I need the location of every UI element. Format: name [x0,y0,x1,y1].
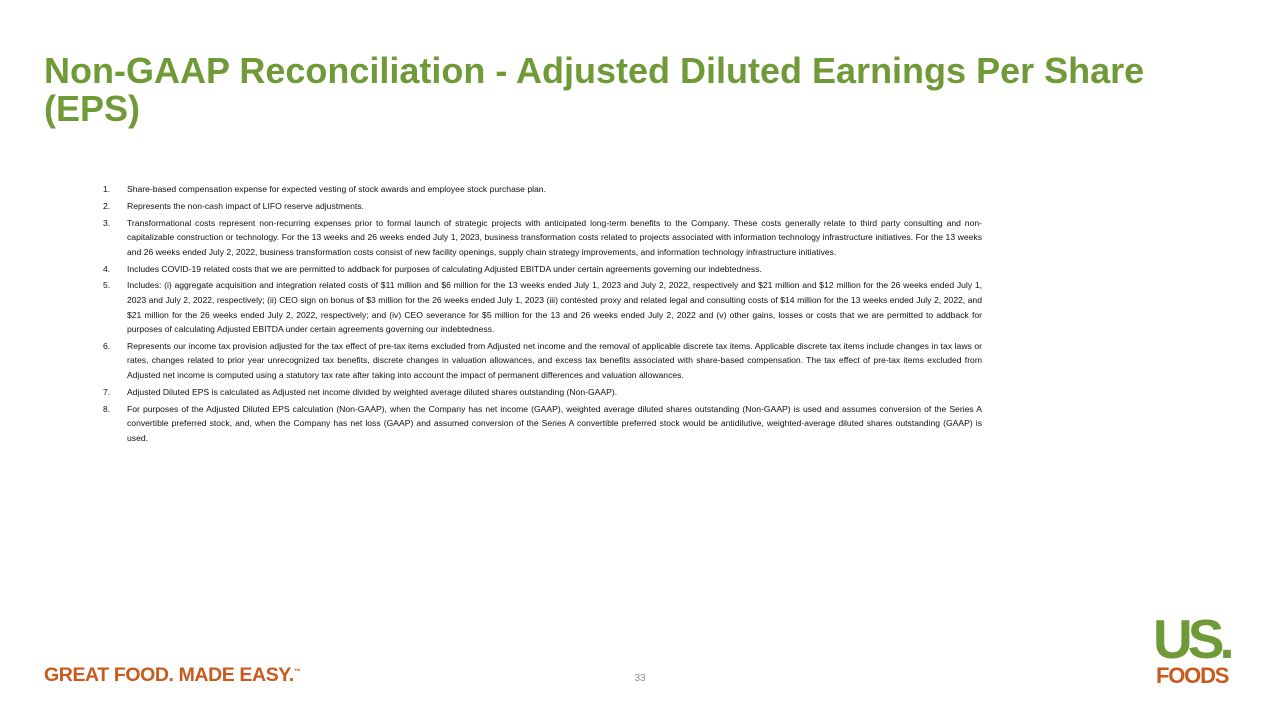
page-title: Non-GAAP Reconciliation - Adjusted Diluted Earnings Per Share (EPS) [44,50,1145,129]
footnote-number: 2. [103,200,111,211]
footnote-item [98,385,982,400]
footnote-item [98,402,982,446]
footnote-text: Includes COVID-19 related costs that we are permitted to addback for purposes of calculating Adjusted EBITDA under certain agreements governing our indebtedness. [127,263,762,274]
tagline-text: GREAT FOOD. MADE EASY. [44,664,294,686]
footnote-text: Adjusted Diluted EPS is calculated as Adjusted net income divided by weighted average diluted shares outstanding (Non-GAAP). [127,386,618,397]
footnote-item [98,216,982,260]
brand-tagline [44,664,301,687]
page-number: 33 [634,673,646,684]
logo-us-text: US. [1153,608,1230,670]
footnote-text: Share-based compensation expense for expected vesting of stock awards and employee stock purchase plan. [127,184,546,194]
footnote-text: Represents our income tax provision adjusted for the tax effect of pre-tax items excluded from Adjusted net income and the removal of applicable discrete tax items. Applicable discrete tax items include changes in tax laws or rates, changes related to prior year unrecognized tax benefits, discrete changes in valuation allowances, and excess tax benefits associated with share-based compensation. The tax effect of pre-tax items excluded from Adjusted net income is computed using a statutory tax rate after taking into account the impact of permanent differences and valuation allowances. [127,340,982,381]
footnote-item [98,339,982,383]
footnote-number: 6. [103,340,111,351]
footnotes-list [98,182,982,448]
footnote-item [98,262,982,277]
footnote-text: Transformational costs represent non-recurring expenses prior to formal launch of strategic projects with anticipated long-term benefits to the Company. These costs generally relate to third party consulting and non-capitalizable construction or technology. For the 13 weeks and 26 weeks ended July 1, 2023, business transformation costs related to projects associated with information technology infrastructure initiatives. For the 13 weeks and 26 weeks ended July 2, 2022, business transformation costs consist of new facility openings, supply chain strategy improvements, and information technology infrastructure initiatives. [127,217,982,257]
footnote-number: 3. [103,217,111,228]
trademark-symbol: ™ [293,668,301,676]
footnote-number: 7. [103,386,111,397]
footnote-text: For purposes of the Adjusted Diluted EPS calculation (Non-GAAP), when the Company has net income (GAAP), weighted average diluted shares outstanding (Non-GAAP) is used and assumes conversion of the Series A convertible preferred stock, and, when the Company has net loss (GAAP) and assumed conversion of the Series A convertible preferred stock would be antidilutive, weighted-average diluted shares outstanding (GAAP) is used. [127,403,982,443]
footnote-number: 1. [103,184,111,194]
footnote-item [98,199,982,214]
footnote-text: Represents the non-cash impact of LIFO reserve adjustments. [127,200,364,211]
footnote-item [98,182,982,197]
footnote-text: Includes: (i) aggregate acquisition and integration related costs of $11 million and $6 million for the 13 weeks ended July 1, 2023 and July 2, 2022, respectively and $21 million and $12 million for the 26 weeks ended July 1, 2023 and July 2, 2022, respectively; (ii) CEO sign on bonus of $3 million for the 26 weeks ended July 1, 2023 (iii) contested proxy and related legal and consulting costs of $14 million for the 13 weeks ended July 2, 2022, and $21 million for the 26 weeks ended July 2, 2022, respectively; and (iv) CEO severance for $5 million for the 13 and 26 weeks ended July 2, 2022 and (v) other gains, losses or costs that we are permitted to addback for purposes of calculating Adjusted EBITDA under certain agreements governing our indebtedness. [127,280,982,335]
footnote-item [98,278,982,336]
logo-foods-text: FOODS [1156,663,1229,688]
footnote-number: 8. [103,403,111,414]
us-foods-logo [1150,606,1242,688]
footnote-number: 4. [103,263,111,274]
footnote-number: 5. [103,280,111,291]
